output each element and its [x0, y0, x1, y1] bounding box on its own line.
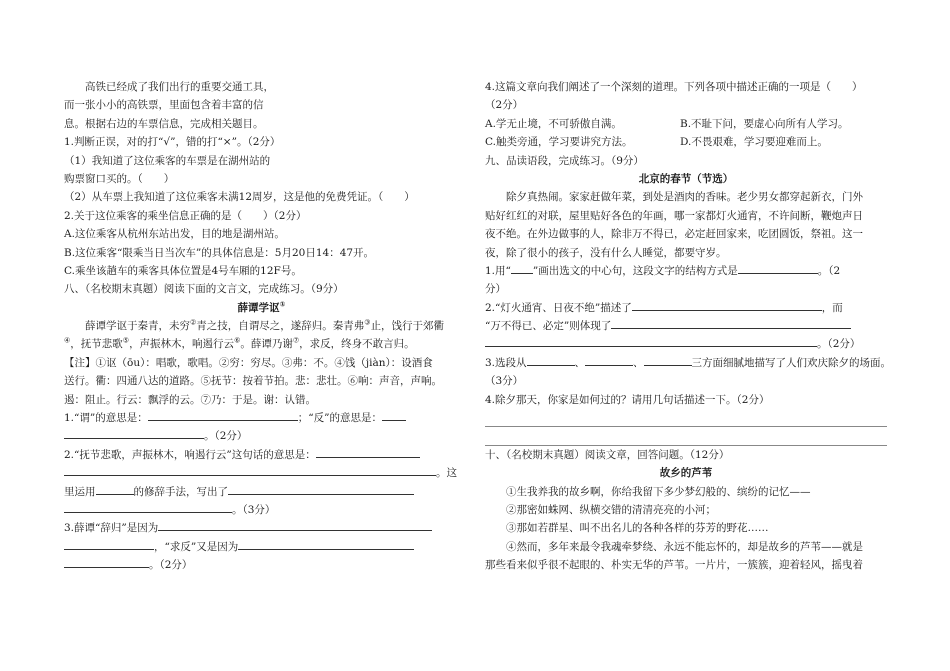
q-score: 。（2分） — [149, 559, 193, 572]
q2-option-a: A.这位乘客从杭州东站出发，目的地是湖州站。 — [64, 228, 285, 241]
q-score: 。（2分） — [817, 338, 861, 351]
q-text: 2.“灯火通宵、日夜不绝”描述了 — [485, 301, 632, 314]
q1-sub1b: 购票窗口买的。（ ） — [64, 172, 175, 185]
passage-title-2: 北京的春节（节选） — [638, 172, 734, 185]
intro-line-1: 高铁已经成了我们出行的重要交通工具， — [85, 81, 274, 93]
s9-q2-line-2 — [485, 317, 887, 335]
answer-blank[interactable] — [228, 483, 414, 495]
q-text: 1.用“ — [485, 264, 511, 277]
spring-para-3: 夜不绝。在外边做事的人，除非万不得已，必定赶回家来，吃团圆饭，祭祖。这一 — [485, 228, 863, 241]
q-text: 里运用 — [64, 485, 96, 498]
q-text: ，而 — [821, 301, 843, 314]
s8-q2-line-2 — [64, 464, 459, 482]
q-text: 3.薛谭“辞归”是因为 — [64, 522, 159, 535]
q-text: 2.“抚节悲歌，声振林木，响遏行云”这句话的意思是： — [64, 448, 316, 461]
answer-blank[interactable] — [64, 464, 436, 476]
footnote-mark: ② — [190, 318, 197, 327]
intro-line-2: 而一张小小的高铁票，里面包含着丰富的信 — [64, 99, 264, 112]
answer-blank[interactable] — [611, 317, 851, 329]
q1-sub2: （2）从车票上我知道了这位乘客未满12周岁，这是他的免费凭证。（ ） — [64, 191, 415, 204]
reed-line-1: ①生我养我的故乡啊，你给我留下多少梦幻般的、缤纷的记忆—— — [506, 485, 811, 498]
s8-q1-line-2 — [64, 427, 459, 445]
reed-line-4: ④然而，多年来最令我魂牵梦绕、永远不能忘怀的，却是故乡的芦苇——就是 — [506, 540, 863, 553]
left-column — [64, 78, 459, 575]
answer-blank[interactable] — [238, 538, 414, 550]
q2-option-c: C.乘坐该趟车的乘客具体位置是4号车厢的12F号。 — [64, 264, 302, 277]
q-text: ”画出选文的中心句，这段文字的结构方式是 — [532, 264, 738, 277]
q-score: 。（2分） — [204, 430, 248, 443]
section-10-header: 十、（名校期末真题）阅读文章，回答问题。（12分） — [485, 448, 730, 461]
intro-line-3: 息。根据右边的车票信息，完成相关题目。 — [64, 117, 264, 130]
note-line-3: 遏：阻止。行云：飘浮的云。⑦乃：于是。谢：认错。 — [64, 393, 316, 406]
q1-sub1a: （1）我知道了这位乘客的车票是在湖州站的 — [64, 154, 271, 167]
q4-option-c: C.触类旁通，学习要讲究方法。 — [485, 136, 633, 149]
footnote-mark: ① — [279, 300, 286, 309]
passage-text: ，抚节悲歌 — [70, 338, 123, 351]
answer-blank[interactable] — [158, 519, 432, 531]
answer-blank[interactable] — [64, 427, 204, 439]
q4-option-d: D.不畏艰难，学习要迎难而上。 — [680, 136, 828, 149]
q-text: 。（2 — [817, 264, 841, 277]
q-text: 3.选段从 — [485, 356, 527, 369]
q-text: “万不得已、必定”则体现了 — [485, 320, 612, 333]
spring-para-4: 夜，除了很小的孩子，没有什么人睡觉，都要守岁。 — [485, 246, 727, 259]
q4-option-a: A.学无止境，不可骄傲自满。 — [485, 117, 622, 130]
s9-q1-line — [485, 262, 887, 280]
q-text: 。这 — [436, 467, 457, 480]
answer-blank[interactable] — [148, 409, 298, 421]
passage-text: ，声振林木，响遏行云 — [129, 338, 235, 351]
q2-stem: 2.关于这位乘客的乘坐信息正确的是（ ）（2分） — [64, 209, 307, 222]
answer-line[interactable] — [485, 427, 887, 445]
q4-options-ab — [485, 115, 887, 133]
note-line-1: 【注】①讴（ōu）：唱歌，歌唱。②穷：穷尽。③弗：不。④饯（jiàn）：设酒食 — [64, 356, 433, 369]
spring-para-2: 贴好红红的对联，屋里贴好各色的年画，哪一家都灯火通宵，不许间断，鞭炮声日 — [485, 209, 863, 222]
s9-q3-line-2: （3分） — [485, 375, 524, 388]
passage-line-1 — [64, 317, 459, 335]
q-score: 。（3分） — [232, 503, 276, 516]
answer-blank[interactable] — [527, 354, 575, 366]
reed-line-3: ③那如若群星、叫不出名儿的各种各样的芬芳的野花…… — [506, 522, 769, 535]
reed-line-2: ②那密如蛛网、纵横交错的清清亮亮的小河； — [506, 503, 716, 516]
spring-para-1: 除夕真热闹。家家赶做年菜，到处是酒肉的香味。老少男女都穿起新衣，门外 — [506, 191, 863, 204]
s9-q4-stem: 4.除夕那天，你家是如何过的？请用几句话描述一下。（2分） — [485, 393, 770, 406]
answer-blank[interactable] — [64, 501, 232, 513]
q-text: ，“求反”又是因为 — [154, 540, 239, 553]
passage-text: 薛谭学讴于秦青，未穷 — [85, 320, 190, 333]
passage-text: 。薛谭乃谢 — [240, 338, 293, 351]
q4-stem: 4.这篇文章向我们阐述了一个深刻的道理。下列各项中描述正确的一项是（ ） — [485, 81, 863, 93]
passage-text: 止，饯行于郊衢 — [370, 320, 445, 333]
q-text: 、 — [574, 356, 586, 369]
answer-blank[interactable] — [632, 299, 822, 311]
section-9-header: 九、品读语段，完成练习。（9分） — [485, 154, 644, 167]
s8-q1-line — [64, 409, 459, 427]
answer-blank[interactable] — [382, 409, 406, 421]
passage-title-3: 故乡的芦苇 — [659, 467, 713, 480]
passage-text: ，求反，终身不敢言归。 — [299, 338, 415, 351]
passage-title-text: 薛谭学讴 — [237, 301, 280, 314]
footnote-mark: ④ — [64, 336, 71, 345]
q-text: 、 — [633, 356, 644, 369]
answer-blank[interactable] — [585, 354, 633, 366]
s8-q3-line-3 — [64, 556, 459, 574]
s8-q2-line — [64, 446, 459, 464]
q4-option-b: B.不耻下问，要虚心向所有人学习。 — [680, 117, 849, 130]
footnote-mark: ⑦ — [292, 336, 300, 345]
s8-q2-line-3 — [64, 483, 459, 501]
s8-q2-line-4 — [64, 501, 459, 519]
answer-blank[interactable] — [64, 556, 149, 568]
s9-q2-line — [485, 299, 887, 317]
s8-q3-line — [64, 519, 459, 537]
q-text: ；“反”的意思是： — [297, 412, 383, 425]
q-text: 三方面细腻地描写了人们欢庆除夕的场面。 — [691, 356, 892, 369]
footnote-mark: ③ — [364, 318, 371, 327]
answer-blank[interactable] — [316, 446, 420, 458]
footnote-mark: ⑤ — [122, 336, 130, 345]
q1-stem: 1.判断正误，对的打“√”，错的打“×”。（2分） — [64, 136, 281, 149]
section-8-header: 八、（名校期末真题）阅读下面的文言文，完成练习。（9分） — [64, 283, 344, 296]
s9-q1-line-2: 分） — [485, 283, 506, 296]
s9-q2-line-3 — [485, 335, 887, 353]
passage-line-2 — [64, 335, 459, 353]
answer-line[interactable] — [485, 409, 887, 427]
s8-q3-line-2 — [64, 538, 459, 556]
q2-option-b: B.这位乘客“限乘当日当次车”的具体信息是：5月20日14：47开。 — [64, 246, 375, 259]
answer-blank[interactable] — [644, 354, 692, 366]
footnote-mark: ⑥ — [234, 336, 241, 345]
answer-blank[interactable] — [738, 262, 818, 274]
answer-blank[interactable] — [64, 538, 154, 550]
s9-q3-line — [485, 354, 892, 372]
q-text: 的修辞手法，写出了 — [133, 485, 228, 498]
passage-title — [64, 299, 459, 317]
right-column — [485, 78, 892, 575]
answer-blank[interactable] — [485, 335, 817, 347]
note-line-2: 送行。衢：四通八达的道路。⑤抚节：按着节拍。悲：悲壮。⑥响：声音，声响。 — [64, 375, 442, 388]
passage-text: 青之技，自谓尽之，遂辞归。秦青弗 — [196, 320, 365, 333]
underline-sample — [511, 262, 533, 274]
answer-blank[interactable] — [96, 483, 134, 495]
q4-score: （2分） — [485, 99, 524, 112]
reed-line-5: 那些看来似乎很不起眼的、朴实无华的芦苇。一片片，一簇簇，迎着轻风，摇曳着 — [485, 559, 863, 572]
q4-options-cd — [485, 133, 887, 151]
q-text: 1.“谓”的意思是： — [64, 412, 148, 425]
